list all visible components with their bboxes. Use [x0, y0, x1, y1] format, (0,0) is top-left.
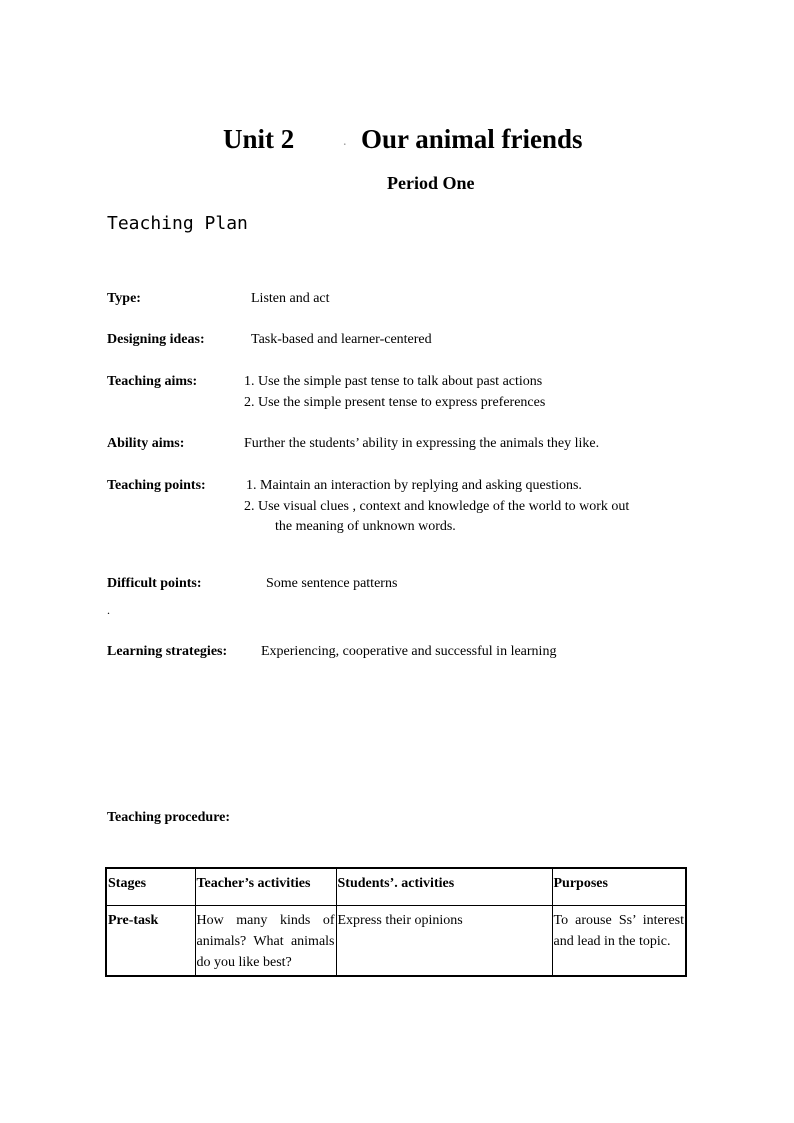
field-ability-label: Ability aims: [107, 436, 185, 451]
teaching-plan-heading: Teaching Plan [107, 213, 248, 234]
teaching-procedure-label: Teaching procedure: [107, 810, 231, 825]
field-type-value: Listen and act [251, 291, 330, 306]
field-difficult-value: Some sentence patterns [266, 576, 398, 591]
table-header-row [106, 868, 686, 906]
title-dot: . [343, 134, 347, 149]
field-strategies-value: Experiencing, cooperative and successful in learning [261, 644, 557, 659]
field-ability-value: Further the students’ ability in expressing the animals they like. [244, 436, 600, 451]
field-aims-line1: 1. Use the simple past tense to talk about past actions [244, 374, 543, 389]
field-aims-line2: 2. Use the simple present tense to express preferences [244, 395, 546, 410]
table-row [106, 906, 686, 977]
document-title [0, 124, 794, 160]
procedure-table [105, 867, 687, 977]
field-type-label: Type: [107, 291, 141, 306]
cell-stage: Pre-task [106, 906, 195, 977]
field-points-line2: 2. Use visual clues , context and knowledge of the world to work out [244, 499, 630, 514]
cell-purpose: To arouse Ss’ interest and lead in the topic. [552, 906, 686, 977]
header-teacher-activities: Teacher’s activities [195, 868, 336, 906]
header-stages: Stages [106, 868, 195, 906]
field-designing-value: Task-based and learner-centered [251, 332, 432, 347]
title-topic: Our animal friends [361, 124, 583, 154]
title-unit: Unit 2 [223, 124, 295, 154]
field-strategies-label: Learning strategies: [107, 644, 228, 659]
field-points-line3: the meaning of unknown words. [275, 519, 456, 534]
cell-students-activity: Express their opinions [336, 906, 552, 977]
field-designing-label: Designing ideas: [107, 332, 205, 347]
header-purposes: Purposes [552, 868, 686, 906]
field-difficult-label: Difficult points: [107, 576, 202, 591]
cell-teacher-activity: How many kinds of animals? What animals do you like best? [195, 906, 336, 977]
field-aims-label: Teaching aims: [107, 374, 198, 389]
stray-period-mark: . [107, 603, 110, 617]
field-points-line1: 1. Maintain an interaction by replying and asking questions. [246, 478, 582, 493]
header-students-activities: Students’. activities [336, 868, 552, 906]
period-subtitle: Period One [387, 173, 475, 193]
field-points-label: Teaching points: [107, 478, 206, 493]
